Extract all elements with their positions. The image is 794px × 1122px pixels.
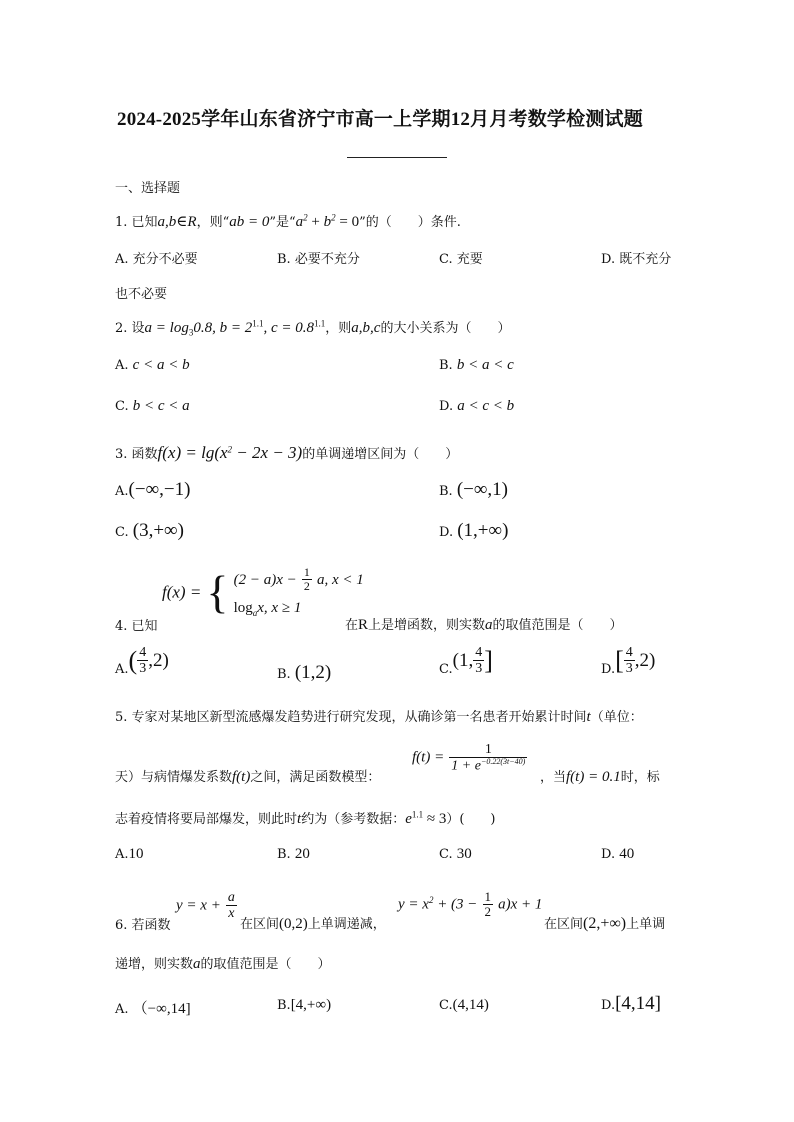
- question-4-tail: 在R上是增函数，则实数a的取值范围是（ ）: [345, 617, 623, 633]
- question-5-line-2: 天）与病情爆发系数f(t)之间，满足函数模型：: [115, 769, 381, 785]
- q2-option-b[interactable]: B. b < a < c: [439, 357, 514, 373]
- q6-option-a[interactable]: A. （−∞,14]: [115, 1001, 191, 1017]
- q1-option-c[interactable]: C. 充要: [439, 252, 483, 267]
- q2-option-a[interactable]: A. c < a < b: [115, 357, 190, 373]
- question-3-stem: 3. 函数$f(x) = \lg(x^2 - 2x - 3)$的单调递增区间为（ ）: [115, 443, 459, 462]
- q5-option-c[interactable]: C. 30: [439, 846, 472, 862]
- q4-option-d[interactable]: D.[ $\frac{4}{3}$ ,2): [601, 645, 656, 677]
- q1-option-a[interactable]: A. 充分不必要: [115, 252, 198, 267]
- question-2-stem: 2. 设$a = \log_30.8$, $b = 2^{1.1}$, $c = 0.8^{1.1}$，则a,b,c的大小关系为（ ）: [115, 318, 511, 338]
- name-underline: [347, 157, 447, 158]
- q3-option-a[interactable]: A.(−∞,−1): [115, 479, 191, 500]
- q1-option-d-wrap: 也不必要: [115, 287, 168, 302]
- question-5-line-1: 5. 专家对某地区新型流感爆发趋势进行研究发现，从确诊第一名患者开始累计时间t（单位：: [115, 709, 643, 725]
- q2-option-d[interactable]: D. a < c < b: [439, 398, 515, 414]
- q4-brace: {: [206, 566, 229, 618]
- q5-option-a[interactable]: A.10: [115, 846, 144, 862]
- question-5-line-2-tail: ，当f(t) = 0.1时，标: [540, 769, 660, 785]
- q4-piecewise: f(x) = { (2 − a)x − $\frac{1}{2}$ a, x < 1 $\log_ax$, x ≥ 1: [162, 565, 364, 619]
- q5-model-formula: f(t) = $\frac{1}{1 + e^{-0.22(3t-40)}}$: [412, 742, 526, 775]
- q5-option-d[interactable]: D. 40: [601, 846, 635, 862]
- q6-function-2: $y = x^2 + (3$ − $\frac{1}{2}$ a)x + 1: [398, 889, 543, 920]
- q4-option-a[interactable]: A.( $\frac{4}{3}$ ,2): [115, 645, 169, 677]
- q6-function-1: y = x + $\frac{a}{x}$: [176, 890, 235, 922]
- question-5-line-3: 志着疫情将要局部爆发，则此时t约为（参考数据：$e^{1.1} \approx 3$）( ): [115, 809, 496, 827]
- q4-option-c[interactable]: C.(1, $\frac{4}{3}$ ]: [439, 645, 493, 677]
- question-6-mid: 在区间(0,2)上单调递减，: [240, 916, 386, 932]
- q1-option-d[interactable]: D. 既不充分: [601, 252, 672, 267]
- q6-option-d[interactable]: D.[4,14]: [601, 993, 661, 1014]
- q3-option-c[interactable]: C. (3,+∞): [115, 520, 184, 541]
- question-6-prefix: 6. 若函数: [115, 918, 171, 933]
- q6-option-c[interactable]: C.(4,14): [439, 997, 489, 1013]
- question-6-line-2: 递增，则实数a的取值范围是（ ）: [115, 956, 331, 972]
- q6-option-b[interactable]: B.[4,+∞): [277, 997, 332, 1013]
- q1-option-b[interactable]: B. 必要不充分: [277, 252, 360, 267]
- q3-option-d[interactable]: D. (1,+∞): [439, 520, 509, 541]
- question-1-stem: 1. 已知a,b∈R，则“ab = 0”是“$a^2 + b^2 = 0$”的（ ）条件.: [115, 212, 461, 230]
- page-title: 2024-2025学年山东省济宁市高一上学期12月月考数学检测试题: [117, 109, 643, 130]
- section-heading: 一、选择题: [115, 181, 181, 196]
- q3-option-b[interactable]: B. (−∞,1): [439, 479, 508, 500]
- question-4-prefix: 4. 已知: [115, 619, 158, 634]
- q5-option-b[interactable]: B. 20: [277, 846, 310, 862]
- q4-option-b[interactable]: B. (1,2): [277, 662, 332, 683]
- question-6-tail: 在区间(2,+∞)上单调: [544, 915, 666, 932]
- q2-option-c[interactable]: C. b < c < a: [115, 398, 190, 414]
